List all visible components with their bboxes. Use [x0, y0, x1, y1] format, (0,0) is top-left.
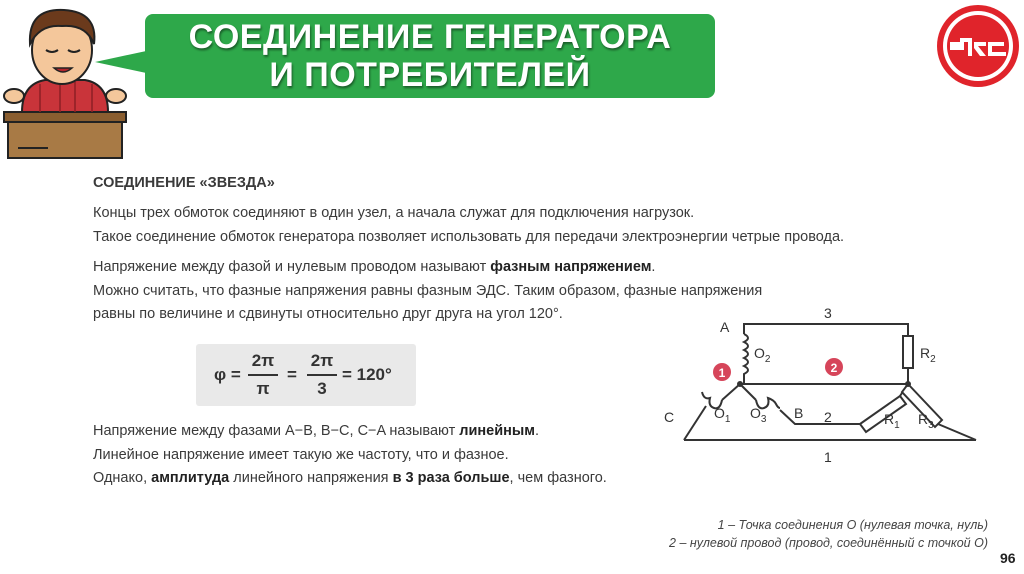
phase-b-label: B — [794, 405, 804, 421]
o2-letter: O — [754, 345, 765, 361]
paragraph-2-line-2: Можно считать, что фазные напряжения равны фазным ЭДС. Таким образом, фазные напряжения — [93, 283, 763, 299]
p3-line3-c: линейного напряжения — [229, 470, 393, 486]
p3-line3-e: , чем фазного. — [509, 470, 607, 486]
r1-letter: R — [884, 411, 895, 427]
o3-sub: 3 — [760, 414, 767, 425]
fraction-2-denominator: 3 — [317, 379, 327, 398]
paragraph-3-line-2: Линейное напряжение имеет такую же частоту, что и фазное. — [93, 447, 509, 463]
title-line-2: И ПОТРЕБИТЕЛЕЙ — [269, 56, 591, 94]
fraction-2-bar — [307, 374, 337, 376]
fraction-1-numerator: 2π — [251, 351, 275, 370]
fraction-1-denominator: π — [256, 379, 270, 398]
p2-text: Напряжение между фазой и нулевым проводом называют — [93, 259, 491, 275]
title-banner — [145, 14, 715, 98]
p3-text: Напряжение между фазами A−B, B−C, C−A называют — [93, 423, 460, 439]
p2-period: . — [651, 259, 656, 275]
phase-voltage-term: фазным напряжением — [490, 259, 652, 275]
marker-1-label: 1 — [718, 366, 726, 380]
marker-2-label: 2 — [830, 361, 838, 375]
r3-letter: R — [918, 411, 929, 427]
speech-bubble-tail — [95, 50, 151, 74]
formula-lhs: φ = — [214, 365, 241, 384]
paragraph-1-line-2: Такое соединение обмоток генератора позволяет использовать для передачи электроэнергии четрые провода. — [93, 229, 845, 245]
o3-letter: O — [750, 405, 761, 421]
three-times-term: в 3 раза больше — [392, 470, 510, 486]
phase-c-label: C — [664, 409, 675, 425]
r3-sub: 3 — [928, 420, 934, 431]
p3-period: . — [534, 423, 540, 439]
r2-letter: R — [920, 345, 931, 361]
formula-equals: = — [287, 365, 297, 384]
o1-sub: 1 — [724, 414, 731, 425]
o1-letter: O — [714, 405, 725, 421]
note-1: 1 – Точка соединения О (нулевая точка, нуль) — [717, 518, 988, 532]
fraction-1 — [248, 351, 278, 399]
linear-term: линейным — [459, 423, 535, 439]
wire-1-label: 1 — [824, 449, 832, 465]
paragraph-1-line-1: Концы трех обмоток соединяют в один узел, а начала служат для подключения нагрузок. — [93, 205, 695, 221]
star-connection-diagram — [650, 300, 990, 470]
wire-3-label: 3 — [824, 305, 832, 321]
amplitude-term: амплитуда — [151, 470, 230, 486]
page-number: 96 — [1000, 550, 1016, 566]
fraction-2-numerator: 2π — [310, 351, 334, 370]
p3-line3-a: Однако, — [93, 470, 152, 486]
formula-rhs: = 120° — [342, 365, 392, 384]
r2-sub: 2 — [930, 354, 936, 365]
paragraph-2-line-3: равны по величине и сдвинуты относительно друг друга на угол 120°. — [93, 306, 563, 322]
college-logo-icon — [934, 2, 1022, 90]
formula-box — [196, 344, 416, 406]
title-line-1: СОЕДИНЕНИЕ ГЕНЕРАТОРА — [188, 18, 672, 56]
phase-a-label: A — [720, 319, 730, 335]
section-heading: СОЕДИНЕНИЕ «ЗВЕЗДА» — [93, 175, 275, 191]
r1-label — [884, 411, 900, 431]
o1-label — [714, 405, 731, 425]
cartoon-speaker-icon — [0, 0, 130, 160]
o2-label — [754, 345, 771, 365]
paragraph-3-line-3 — [93, 470, 607, 486]
fraction-1-bar — [248, 374, 278, 376]
fraction-2 — [307, 351, 337, 399]
r2-label — [920, 345, 936, 365]
wire-2-label: 2 — [824, 409, 832, 425]
o2-sub: 2 — [764, 354, 771, 365]
note-2: 2 – нулевой провод (провод, соединённый с точкой О) — [669, 536, 988, 550]
paragraph-3-line-1 — [93, 423, 539, 439]
r1-sub: 1 — [894, 420, 900, 431]
paragraph-2-line-1 — [93, 259, 655, 275]
